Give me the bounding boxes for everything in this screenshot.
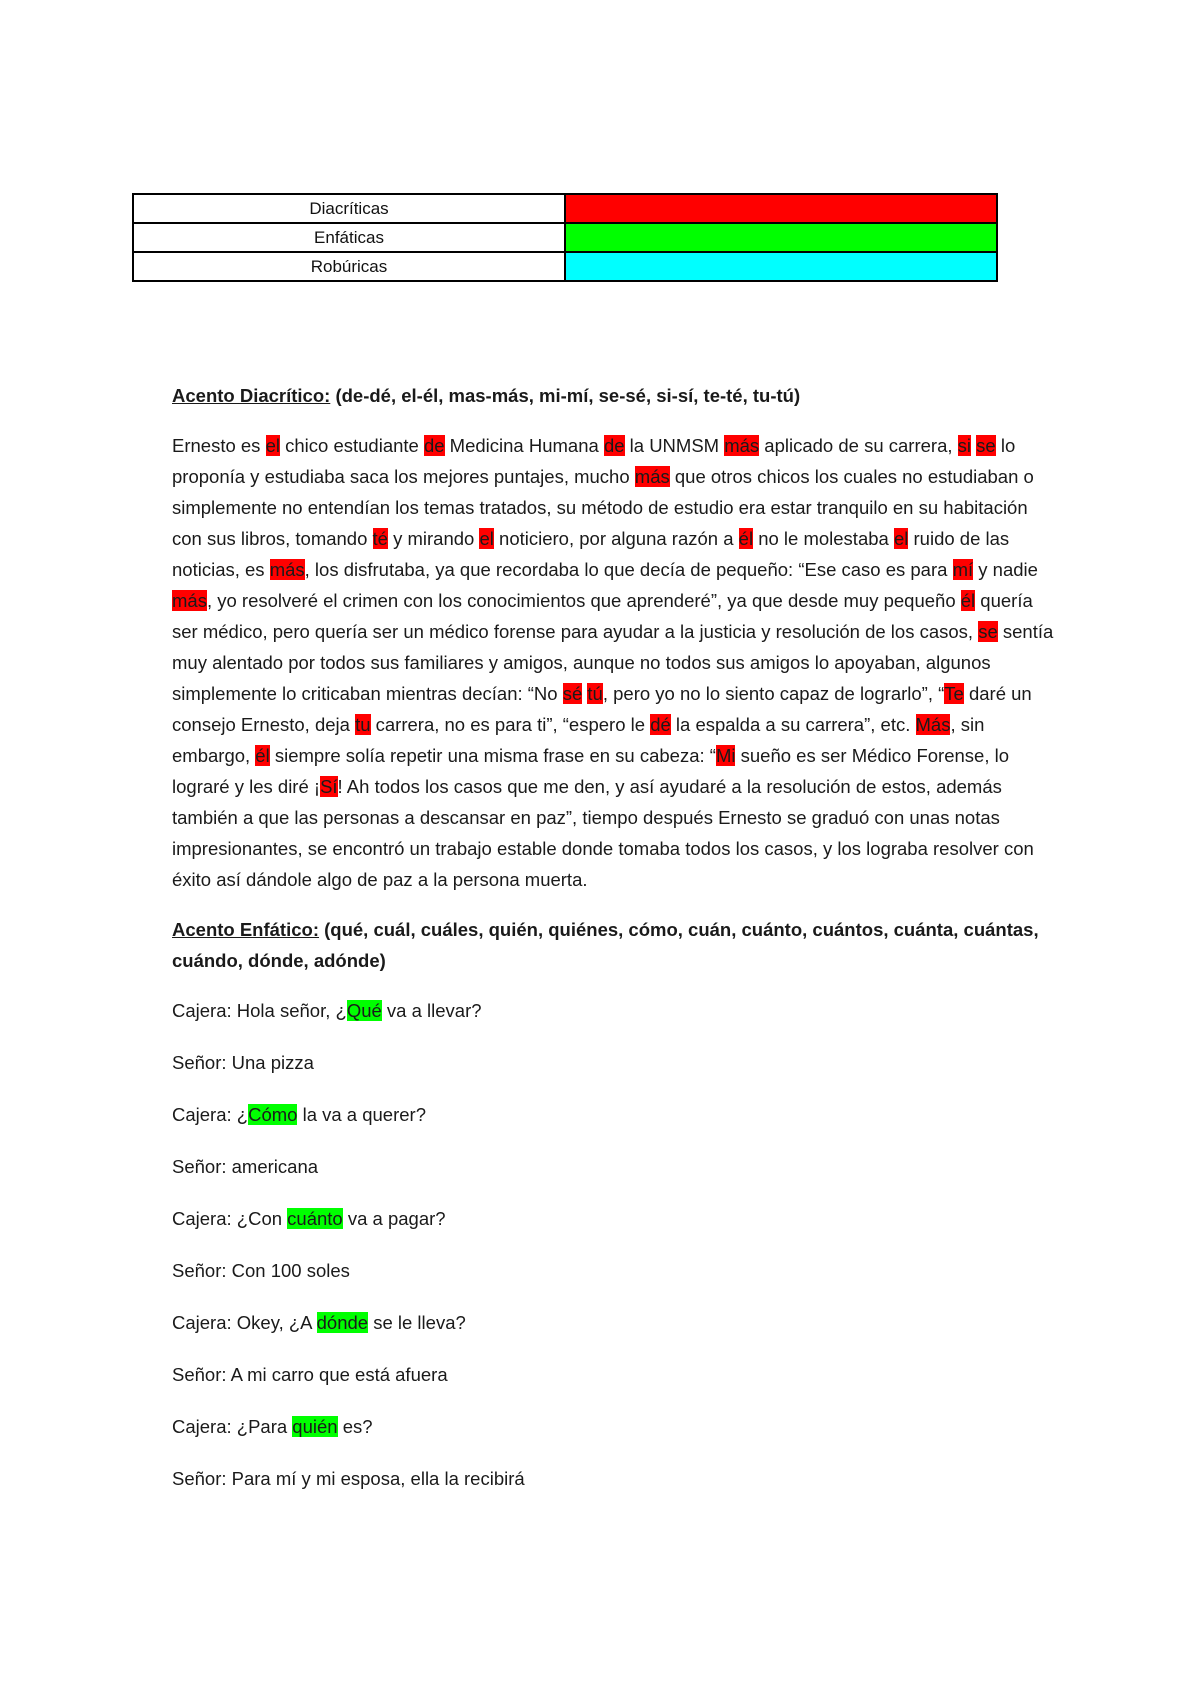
- diacritic-highlight: el: [893, 528, 909, 549]
- text-run: la espalda a su carrera”, etc.: [670, 714, 916, 735]
- diacritic-highlight: de: [603, 435, 625, 456]
- text-run: ruido de las noticias, es: [172, 528, 1010, 580]
- heading-rest: (de-dé, el-él, mas-más, mi-mí, se-sé, si-sí, te-té, tu-tú): [330, 385, 801, 406]
- text-run: y nadie: [973, 559, 1038, 580]
- heading-title: Acento Diacrítico:: [172, 385, 331, 406]
- text-run: Señor: Una pizza: [172, 1052, 314, 1073]
- text-run: la UNMSM: [624, 435, 725, 456]
- legend-label: Enfáticas: [134, 224, 566, 251]
- text-run: siempre solía repetir una misma frase en su cabeza: “: [269, 745, 716, 766]
- legend-row-roburicas: [134, 251, 996, 280]
- dialogue-line: [172, 1463, 1062, 1494]
- text-run: y mirando: [387, 528, 480, 549]
- text-run: Cajera: ¿Para: [172, 1416, 293, 1437]
- diacritico-paragraph: [172, 430, 1062, 895]
- diacritic-highlight: se: [978, 621, 998, 642]
- diacritic-highlight: Te: [944, 683, 964, 704]
- text-run: Señor: americana: [172, 1156, 319, 1177]
- diacritic-highlight: más: [269, 559, 305, 580]
- legend-label: Robúricas: [134, 253, 566, 280]
- emphatic-highlight: Cómo: [248, 1104, 298, 1125]
- dialogue-line: [172, 1307, 1062, 1338]
- text-run: Señor: Para mí y mi esposa, ella la recibirá: [172, 1468, 525, 1489]
- legend-swatch-red: [566, 195, 996, 222]
- diacritic-highlight: tú: [587, 683, 603, 704]
- diacritic-highlight: más: [634, 466, 670, 487]
- text-run: lo proponía y estudiaba saca los mejores puntajes, mucho: [172, 435, 1016, 487]
- text-run: , yo resolveré el crimen con los conocimientos que aprenderé”, ya que desde muy pequeño: [206, 590, 961, 611]
- diacritic-highlight: él: [738, 528, 754, 549]
- section-heading-enfatico: [172, 914, 1062, 976]
- text-run: chico estudiante: [279, 435, 424, 456]
- text-run: sueño es ser Médico Forense, lo lograré y les diré ¡: [172, 745, 1010, 797]
- emphatic-highlight: dónde: [316, 1312, 369, 1333]
- legend-table: [132, 193, 998, 282]
- dialogue: [172, 995, 1062, 1494]
- dialogue-line: [172, 1047, 1062, 1078]
- text-run: es?: [337, 1416, 373, 1437]
- document-body: [172, 380, 1062, 1515]
- text-run: no le molestaba: [753, 528, 894, 549]
- diacritic-highlight: más: [724, 435, 760, 456]
- legend-swatch-cyan: [566, 253, 996, 280]
- diacritic-highlight: té: [372, 528, 388, 549]
- legend-row-enfaticas: [134, 222, 996, 251]
- legend-label: Diacríticas: [134, 195, 566, 222]
- text-run: la va a querer?: [297, 1104, 426, 1125]
- diacritic-highlight: sé: [562, 683, 583, 704]
- text-run: se le lleva?: [368, 1312, 466, 1333]
- text-run: va a pagar?: [342, 1208, 446, 1229]
- diacritic-highlight: él: [255, 745, 270, 766]
- dialogue-line: [172, 1411, 1062, 1442]
- diacritic-highlight: Más: [915, 714, 951, 735]
- text-run: , pero yo no lo siento capaz de lograrlo”, “: [602, 683, 945, 704]
- dialogue-line: [172, 1151, 1062, 1182]
- text-run: ! Ah todos los casos que me den, y así ayudaré a la resolución de estos, además también a que las personas a descansar en paz”, tiempo después Ernesto se graduó con unas notas impresionantes, se encontró un trabajo estable donde tomaba todos los casos, y los lograba resolver con éxito así dándole algo de paz a la persona muerta.: [172, 776, 1034, 890]
- text-run: sentía muy alentado por todos sus familiares y amigos, aunque no todos sus amigos lo apoyaban, algunos simplemente lo criticaban mientras decían: “No: [172, 621, 1054, 704]
- text-run: Ernesto es: [172, 435, 266, 456]
- emphatic-highlight: quién: [292, 1416, 338, 1437]
- heading-rest: (qué, cuál, cuáles, quién, quiénes, cómo, cuán, cuánto, cuántos, cuánta, cuántas, cuándo, dónde, adónde): [172, 919, 1039, 971]
- diacritic-highlight: dé: [650, 714, 671, 735]
- text-run: , los disfrutaba, ya que recordaba lo que decía de pequeño: “Ese caso es para: [304, 559, 953, 580]
- dialogue-line: [172, 995, 1062, 1026]
- text-run: noticiero, por alguna razón a: [493, 528, 739, 549]
- diacritic-highlight: tu: [355, 714, 371, 735]
- diacritic-highlight: si: [957, 435, 972, 456]
- text-run: Señor: A mi carro que está afuera: [172, 1364, 448, 1385]
- diacritic-highlight: mí: [952, 559, 974, 580]
- text-run: Señor: Con 100 soles: [172, 1260, 350, 1281]
- heading-title: Acento Enfático:: [172, 919, 319, 940]
- diacritic-highlight: Mi: [715, 745, 736, 766]
- text-run: quería ser médico, pero quería ser un médico forense para ayudar a la justicia y resolución de los casos,: [172, 590, 1033, 642]
- text-run: daré un consejo Ernesto, deja: [172, 683, 1032, 735]
- section-heading-diacritico: [172, 380, 1062, 411]
- text-run: que otros chicos los cuales no estudiaban o simplemente no entendían los temas tratados, su método de estudio era estar tranquilo en su habitación con sus libros, tomando: [172, 466, 1034, 549]
- diacritic-highlight: el: [479, 528, 494, 549]
- text-run: Cajera: Hola señor, ¿: [172, 1000, 347, 1021]
- dialogue-line: [172, 1099, 1062, 1130]
- text-run: Medicina Humana: [444, 435, 604, 456]
- diacritic-highlight: de: [423, 435, 445, 456]
- legend-row-diacriticas: [134, 195, 996, 222]
- dialogue-line: [172, 1255, 1062, 1286]
- text-run: Cajera: ¿: [172, 1104, 249, 1125]
- dialogue-line: [172, 1359, 1062, 1390]
- diacritic-highlight: más: [172, 590, 207, 611]
- diacritic-highlight: se: [976, 435, 996, 456]
- legend-swatch-green: [566, 224, 996, 251]
- text-run: Cajera: Okey, ¿A: [172, 1312, 317, 1333]
- emphatic-highlight: Qué: [346, 1000, 382, 1021]
- dialogue-line: [172, 1203, 1062, 1234]
- text-run: carrera, no es para ti”, “espero le: [370, 714, 651, 735]
- text-run: Cajera: ¿Con: [172, 1208, 288, 1229]
- diacritic-highlight: el: [265, 435, 280, 456]
- text-run: aplicado de su carrera,: [759, 435, 958, 456]
- emphatic-highlight: cuánto: [287, 1208, 343, 1229]
- diacritic-highlight: él: [960, 590, 976, 611]
- text-run: va a llevar?: [381, 1000, 482, 1021]
- text-run: , sin embargo,: [172, 714, 985, 766]
- diacritic-highlight: Sí: [320, 776, 338, 797]
